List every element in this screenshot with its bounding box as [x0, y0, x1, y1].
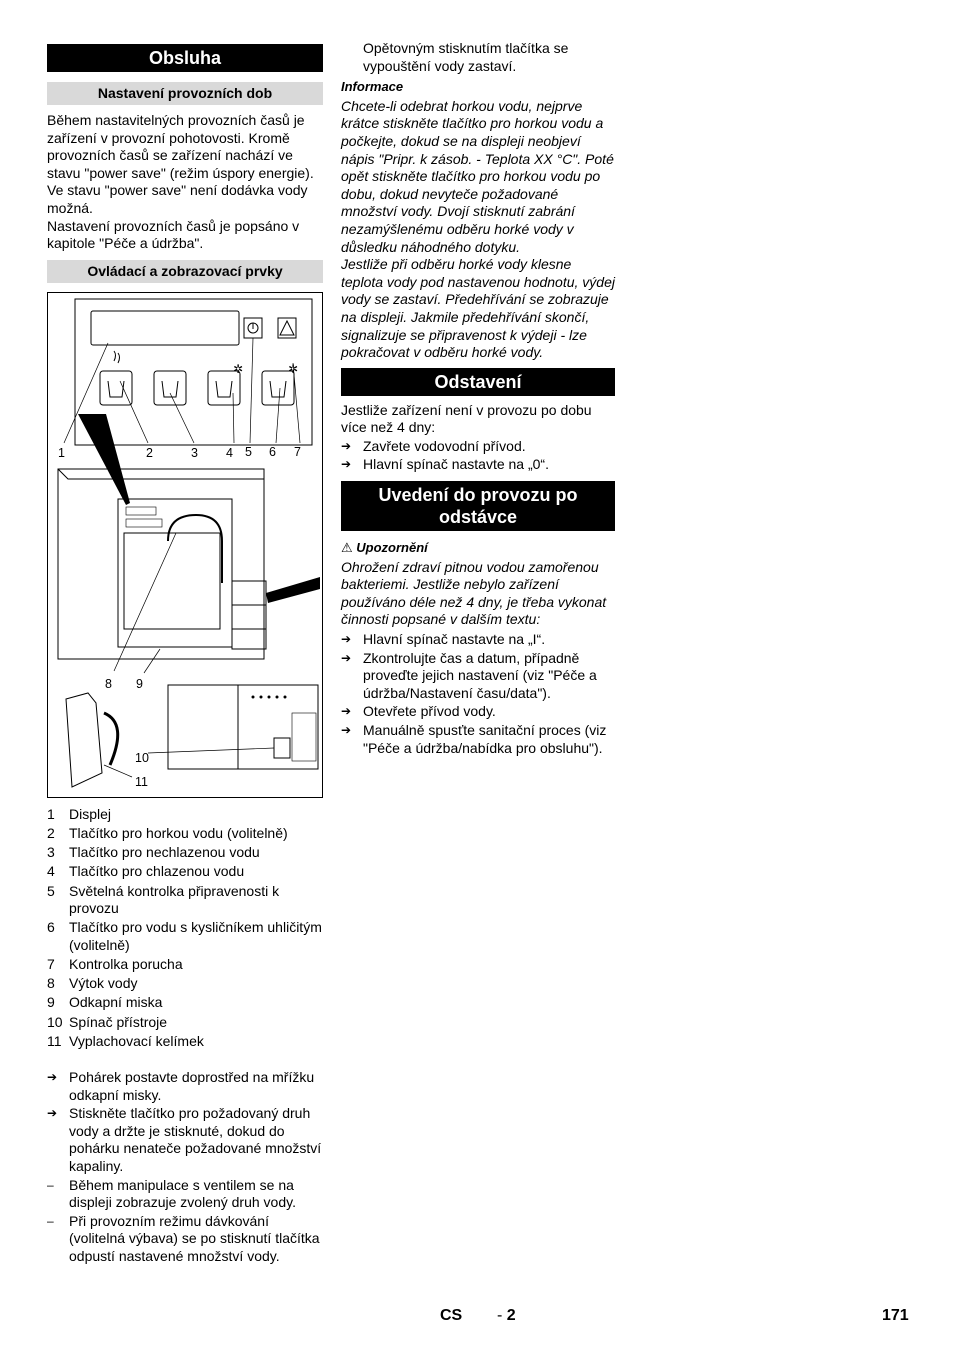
- operation-steps: [47, 1069, 323, 1266]
- info-text-2: Jestliže při odběru horké vody klesne teplota vody pod nastavenou hodnotu, výdej vody se zastaví. Předehřívání se zobrazuje na displeji. Jakmile předehřívání skončí, signalizuje se připravenost k výdeji - lze pokračovat v odběru horké vody.: [341, 256, 615, 361]
- controls-figure: [47, 292, 323, 798]
- step-item: ➔ Manuálně spusťte sanitační proces (viz "Péče a údržba/nabídka pro obsluhu").: [341, 722, 607, 756]
- step-item: ➔ Pohárek postavte doprostřed na mřížku odkapní misky.: [47, 1069, 315, 1103]
- legend-item: 7 Kontrolka porucha: [47, 956, 183, 973]
- warning-text: Ohrožení zdraví pitnou vodou zamořenou bakteriemi. Jestliže nebylo zařízení používáno déle než 4 dny, je třeba vykonat činnosti popsané v dalším textu:: [341, 558, 607, 628]
- figure-legend: [47, 806, 323, 1051]
- legend-item: 9 Odkapní miska: [47, 994, 163, 1011]
- figure-label-5: 5: [245, 444, 252, 459]
- subheading-controls: Ovládací a zobrazovací prvky: [47, 260, 323, 283]
- legend-item: 3 Tlačítko pro nechlazenou vodu: [47, 844, 260, 861]
- step-item: ➔ Hlavní spínač nastavte na „I“.: [341, 631, 546, 648]
- figure-label-9: 9: [136, 676, 143, 691]
- figure-label-10: 10: [135, 750, 149, 765]
- restart-steps: [341, 631, 615, 757]
- step-item: ➔ Hlavní spínač nastavte na „0“.: [341, 456, 549, 473]
- figure-label-8: 8: [105, 676, 112, 691]
- controls-illustration: [48, 293, 322, 797]
- step-item: – Při provozním režimu dávkování (volitelná výbava) se po stisknutí tlačítka odpustí nastavené množství vody.: [47, 1212, 320, 1264]
- warning-title: ⚠ Upozornění: [341, 540, 428, 556]
- legend-item: 1 Displej: [47, 805, 112, 822]
- shutdown-text: Jestliže zařízení není v provozu po dobu více než 4 dny:: [341, 401, 592, 436]
- figure-label-7: 7: [294, 444, 301, 459]
- info-text-1: Chcete-li odebrat horkou vodu, nejprve krátce stiskněte tlačítko pro horkou vodu a počkejte, dokud se na displeji neobjeví nápis "Pripr. k zásob. - Teplota XX °C". Poté opět stiskněte tlačítko pro horkou vodu po dobu, dokud nevyteče požadované množství vody. Dvojí stisknutí zabrání nezamýšlenému odběru horké vody v důsledku náhodného dotyku.: [341, 97, 614, 255]
- section-heading-shutdown: Odstavení: [341, 368, 615, 396]
- shutdown-steps: [341, 438, 615, 474]
- figure-label-2: 2: [146, 445, 153, 460]
- figure-label-3: 3: [191, 445, 198, 460]
- legend-item: 2 Tlačítko pro horkou vodu (volitelně): [47, 824, 288, 841]
- paragraph-operating-times: Během nastavitelných provozních časů je zařízení v provozní pohotovosti. Kromě provozních časů se zařízení nachází ve stavu "power save" (režim úspory energie). Ve stavu "power save" není dodávka vody možná.: [47, 112, 314, 216]
- legend-item: 10 Spínač přístroje: [47, 1013, 168, 1030]
- figure-label-6: 6: [269, 444, 276, 459]
- footer-section-page: - 2: [497, 1307, 516, 1324]
- section-heading-operation: Obsluha: [47, 44, 323, 72]
- legend-item: 8 Výtok vody: [47, 975, 138, 992]
- legend-item: 11 Vyplachovací kelímek: [47, 1032, 204, 1049]
- svg-text:✲: ✲: [288, 361, 299, 376]
- figure-label-1: 1: [58, 445, 65, 460]
- page-number: 171: [882, 1307, 909, 1324]
- info-title: Informace: [341, 79, 404, 95]
- section-heading-restart: Uvedení do provozu po odstávce: [341, 481, 615, 531]
- footer-language: CS: [440, 1307, 463, 1324]
- legend-item: 4 Tlačítko pro chlazenou vodu: [47, 863, 245, 880]
- step-item: ➔ Zkontrolujte čas a datum, případně proveďte jejich nastavení (viz "Péče a údržba/Nastavení času/data").: [341, 649, 597, 701]
- right-column: [341, 40, 615, 758]
- step-item: ➔ Otevřete přívod vody.: [341, 703, 496, 720]
- warning-icon: ⚠: [341, 540, 353, 556]
- paragraph-operating-times-ref: Nastavení provozních časů je popsáno v kapitole "Péče a údržba".: [47, 217, 300, 252]
- figure-label-11: 11: [135, 774, 148, 789]
- step-item: ➔ Zavřete vodovodní přívod.: [341, 437, 526, 454]
- legend-item: 6 Tlačítko pro vodu s kysličníkem uhličitým (volitelně): [47, 919, 322, 953]
- svg-text:✲: ✲: [233, 361, 244, 376]
- step-item: ➔ Stiskněte tlačítko pro požadovaný druh vody a držte je stisknuté, dokud do pohárku nenateče požadované množství kapaliny.: [47, 1105, 322, 1174]
- continued-text: Opětovným stisknutím tlačítka se vypouštění vody zastaví.: [363, 40, 569, 74]
- step-item: – Během manipulace s ventilem se na displeji zobrazuje zvolený druh vody.: [47, 1176, 296, 1211]
- figure-label-4: 4: [226, 445, 233, 460]
- legend-item: 5 Světelná kontrolka připravenosti k provozu: [47, 882, 280, 917]
- subheading-operating-times: Nastavení provozních dob: [47, 82, 323, 105]
- left-column: [47, 44, 323, 1267]
